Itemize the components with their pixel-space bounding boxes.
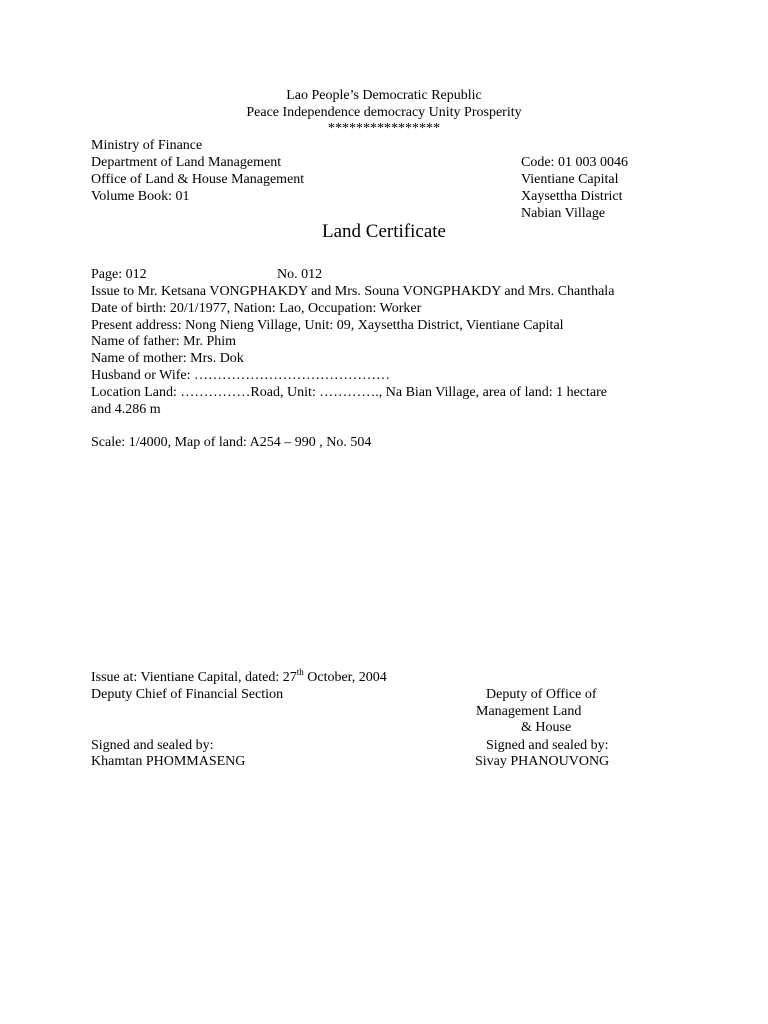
district-name: Xaysettha District xyxy=(521,189,623,204)
issue-place-date xyxy=(91,667,387,687)
right-signed-label: Signed and sealed by: xyxy=(486,738,609,753)
issue-date-suffix: October, 2004 xyxy=(303,670,387,685)
right-signatory-name: Sivay PHANOUVONG xyxy=(475,754,610,769)
land-area-continued: and 4.286 m xyxy=(91,402,161,417)
right-signatory-title-2: Management Land xyxy=(476,704,582,719)
volume-book: Volume Book: 01 xyxy=(91,189,190,204)
right-signatory-title-1: Deputy of Office of xyxy=(486,687,597,702)
document-title: Land Certificate xyxy=(322,221,446,242)
country-name: Lao People’s Democratic Republic xyxy=(286,88,482,103)
village-name: Nabian Village xyxy=(521,206,606,221)
left-signed-label: Signed and sealed by: xyxy=(91,738,214,753)
scale-map: Scale: 1/4000, Map of land: A254 – 990 , No. 504 xyxy=(91,435,372,450)
national-motto: Peace Independence democracy Unity Prosperity xyxy=(246,105,522,120)
issue-date-superscript: th xyxy=(296,667,304,677)
star-divider: **************** xyxy=(328,121,440,136)
birth-nation-occupation: Date of birth: 20/1/1977, Nation: Lao, Occupation: Worker xyxy=(91,301,422,316)
ministry-name: Ministry of Finance xyxy=(91,138,203,153)
city-name: Vientiane Capital xyxy=(521,172,619,187)
page-number: Page: 012 xyxy=(91,267,147,282)
land-location: Location Land: ……………Road, Unit: …………., Na Bian Village, area of land: 1 hectare xyxy=(91,385,607,400)
spouse-line: Husband or Wife: …………………………………… xyxy=(91,368,390,383)
office-name: Office of Land & House Management xyxy=(91,172,305,187)
department-name: Department of Land Management xyxy=(91,155,282,170)
present-address: Present address: Nong Nieng Village, Unit: 09, Xaysettha District, Vientiane Capital xyxy=(91,318,564,333)
right-signatory-title-3: & House xyxy=(521,720,572,735)
certificate-code: Code: 01 003 0046 xyxy=(521,155,628,170)
issue-date-prefix: Issue at: Vientiane Capital, dated: 27 xyxy=(91,670,297,685)
left-signatory-title: Deputy Chief of Financial Section xyxy=(91,687,284,702)
owner-names: Issue to Mr. Ketsana VONGPHAKDY and Mrs. Souna VONGPHAKDY and Mrs. Chanthala xyxy=(91,284,615,299)
record-number: No. 012 xyxy=(277,267,323,282)
father-name: Name of father: Mr. Phim xyxy=(91,334,237,349)
mother-name: Name of mother: Mrs. Dok xyxy=(91,351,244,366)
left-signatory-name: Khamtan PHOMMASENG xyxy=(91,754,246,769)
